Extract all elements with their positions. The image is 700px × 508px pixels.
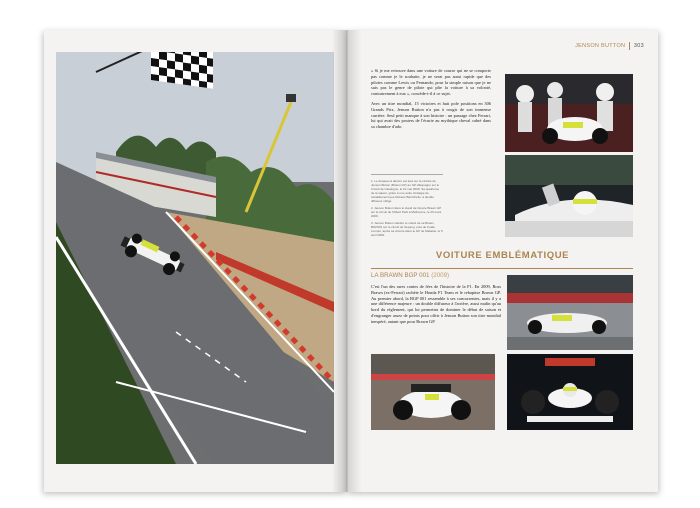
photo-car-rear [371, 354, 495, 430]
photo-pit-stop [505, 74, 633, 152]
photo-finish-line [56, 52, 334, 464]
page-number: 303 [633, 43, 644, 49]
caption: 2. Jenson Button dans le stand de l'écurie Brawn GP sur le circuit de l'Albert Park à Melbourne, le 29 mars 2009. [371, 206, 442, 218]
article-body [371, 68, 491, 134]
photo-car-front [507, 354, 633, 430]
paragraph: Avec un titre mondial, 15 victoires et huit pole positions en 306 Grands Prix, Jenson Button n'a pas à rougir de son immense carrière. Seul petit manque à son histoire : un passage chez Ferrari, lui qui avait des posters de l'écurie au mythique cheval cabré dans sa chambre d'ado. [371, 100, 491, 130]
caption: 1. Le drapeau à damier est levé sur la victoire de Jenson Button (Brawn GP) au GP d'Espagne sur le Circuit de Catalogne, le 10 mai 2009. Sa quatrième de la saison, grâce à une autre stratégie de ravitaillement que Rubens Barrichello, à double diffuseur oblige. [371, 179, 440, 203]
car-subtitle [371, 272, 449, 279]
left-page [44, 30, 347, 492]
header-title: JENSON BUTTON [575, 43, 626, 49]
subtitle-model: BGP 001 [404, 272, 430, 279]
section-title: VOITURE EMBLÉMATIQUE [435, 250, 570, 261]
paragraph: C'est l'un des rares contes de fées de l'histoire de la F1. En 2009, Ross Brawn (ex-Ferrari) rachète le Honda F1 Team et le rebaptise Brawn GP. Au premier abord, la BGP 001 ressemble à ses concurrentes, mais il y a une différence majeure : un double diffuseur à l'arrière, aussi malin qu'au bord du règlement, qui lui permettra de dominer le début de saison et d'engranger assez de points pour offrir à Jenson Button son titre mondial inespéré, autant que pour Brawn GP. [371, 284, 501, 324]
subtitle-year: (2009) [431, 272, 450, 279]
header-separator [629, 42, 630, 50]
photo-cockpit [505, 155, 633, 237]
car-description [371, 284, 501, 325]
photo-captions [371, 174, 443, 240]
paragraph: « Si je me retrouve dans une voiture de course qui ne se comporte pas comme je le souhaite, je ne serai pas aussi rapide que des pilotes comme Lewis ou Fernando, pour la simple raison que je ne suis pas le genre de pilote qui plie la voiture à sa volonté, contrairement à eux », concède-t-il à ce sujet. [371, 68, 491, 97]
section-rule [371, 268, 633, 269]
running-header [575, 42, 644, 50]
right-page [347, 30, 658, 492]
magazine-spread [44, 30, 658, 492]
photo-car-track [507, 275, 633, 350]
subtitle-prefix: LA BRAWN [371, 272, 403, 279]
caption: 3. Jenson Button célèbre le volant de sa Brawn BGP001 sur le circuit de Sepang, près de Kuala Lumpur, après sa victoire dans le GP de Malaisie, le 5 avril 2009. [371, 221, 443, 237]
